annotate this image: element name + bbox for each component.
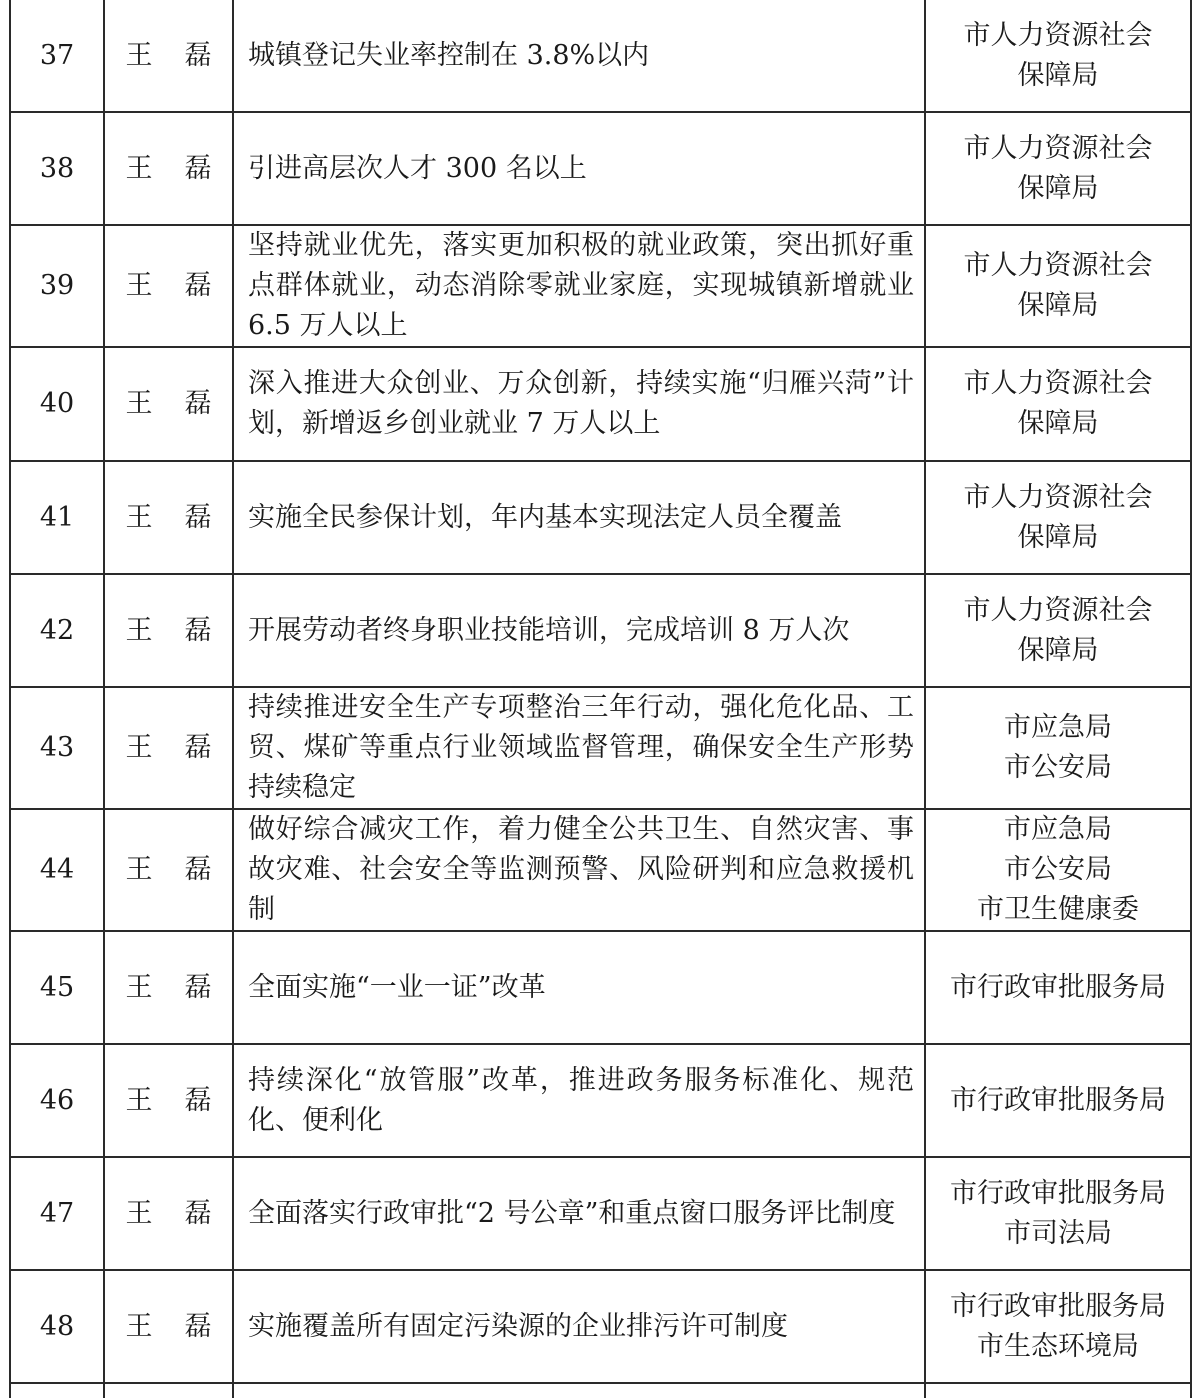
- department-name: 市人力资源社会: [963, 19, 1153, 51]
- person-given-name: 磊: [184, 971, 212, 1003]
- person-surname: 王: [125, 971, 153, 1003]
- responsible-departments: [925, 461, 1191, 574]
- task-description: 深入推进大众创业、万众创新，持续实施“归雁兴菏”计划，新增返乡创业就业 7 万人以上: [233, 347, 925, 461]
- task-description: 坚持就业优先，落实更加积极的就业政策，突出抓好重点群体就业，动态消除零就业家庭，实现城镇新增就业 6.5 万人以上: [233, 225, 925, 347]
- responsible-person: [104, 0, 233, 112]
- row-number: 42: [10, 574, 104, 687]
- department-name: 市公安局: [1004, 854, 1112, 885]
- person-given-name: 磊: [184, 39, 212, 71]
- row-number: 37: [10, 0, 104, 112]
- person-surname: 王: [125, 1310, 153, 1342]
- person-given-name: 磊: [184, 732, 212, 763]
- row-number: 39: [10, 225, 104, 347]
- department-name: 市应急局: [1004, 712, 1112, 743]
- responsible-departments: [925, 809, 1191, 931]
- department-name: 市人力资源社会: [963, 481, 1153, 513]
- person-given-name: 磊: [184, 388, 212, 419]
- row-number: 47: [10, 1157, 104, 1270]
- row-number: 44: [10, 809, 104, 931]
- person-given-name: 磊: [184, 1310, 212, 1342]
- person-surname: 王: [125, 854, 153, 885]
- responsible-departments: [925, 347, 1191, 461]
- department-name: 保障局: [1017, 521, 1099, 553]
- responsible-person: [104, 112, 233, 225]
- department-name: 市行政审批服务局: [950, 1290, 1166, 1322]
- responsible-person: [104, 461, 233, 574]
- responsible-departments: [925, 687, 1191, 809]
- responsible-departments: [925, 112, 1191, 225]
- responsible-person: [104, 347, 233, 461]
- table-row: [10, 347, 1191, 461]
- responsible-departments: [925, 1157, 1191, 1270]
- task-description: 做好综合减灾工作，着力健全公共卫生、自然灾害、事故灾难、社会安全等监测预警、风险研判和应急救援机制: [233, 809, 925, 931]
- person-surname: 王: [125, 501, 153, 533]
- row-number: 40: [10, 347, 104, 461]
- table-row-cutoff: [10, 1383, 1191, 1398]
- department-name: 市应急局: [1004, 814, 1112, 845]
- table-row: [10, 461, 1191, 574]
- table-row: [10, 574, 1191, 687]
- department-name: 保障局: [1017, 172, 1099, 204]
- table-row: [10, 112, 1191, 225]
- responsible-departments: [925, 931, 1191, 1044]
- task-description: 持续推进安全生产专项整治三年行动，强化危化品、工贸、煤矿等重点行业领域监督管理，确保安全生产形势持续稳定: [233, 687, 925, 809]
- responsible-departments: [925, 225, 1191, 347]
- task-description: 开展劳动者终身职业技能培训，完成培训 8 万人次: [233, 574, 925, 687]
- responsible-departments: [925, 1270, 1191, 1383]
- department-name: 保障局: [1017, 634, 1099, 666]
- task-description: 实施覆盖所有固定污染源的企业排污许可制度: [233, 1270, 925, 1383]
- department-name: 市行政审批服务局: [950, 1084, 1166, 1116]
- task-table: [9, 0, 1192, 1398]
- department-name: 市司法局: [1004, 1217, 1112, 1249]
- responsible-person: [104, 687, 233, 809]
- row-number: 38: [10, 112, 104, 225]
- department-name: 保障局: [1017, 59, 1099, 91]
- person-surname: 王: [125, 270, 153, 301]
- person-surname: 王: [125, 732, 153, 763]
- person-given-name: 磊: [184, 614, 212, 646]
- department-name: 保障局: [1017, 408, 1099, 439]
- responsible-departments: [925, 574, 1191, 687]
- table-row: [10, 687, 1191, 809]
- person-given-name: 磊: [184, 1197, 212, 1229]
- department-name: 市人力资源社会: [963, 368, 1153, 399]
- row-number: 46: [10, 1044, 104, 1157]
- task-description: 引进高层次人才 300 名以上: [233, 112, 925, 225]
- task-description: 全面实施“一业一证”改革: [233, 931, 925, 1044]
- person-surname: 王: [125, 1197, 153, 1229]
- responsible-person: [104, 1270, 233, 1383]
- person-surname: 王: [125, 1084, 153, 1116]
- department-name: 市行政审批服务局: [950, 971, 1166, 1003]
- responsible-departments: [925, 0, 1191, 112]
- department-name: 市生态环境局: [977, 1330, 1139, 1362]
- department-name: 市人力资源社会: [963, 250, 1153, 281]
- task-table-body: [10, 0, 1191, 1398]
- department-name: 保障局: [1017, 290, 1099, 321]
- person-surname: 王: [125, 39, 153, 71]
- department-name: 市公安局: [1004, 752, 1112, 783]
- table-row: [10, 1270, 1191, 1383]
- responsible-departments: [925, 1044, 1191, 1157]
- person-given-name: 磊: [184, 501, 212, 533]
- table-row: [10, 931, 1191, 1044]
- person-given-name: 磊: [184, 1084, 212, 1116]
- person-surname: 王: [125, 388, 153, 419]
- row-number: 43: [10, 687, 104, 809]
- task-description: 城镇登记失业率控制在 3.8%以内: [233, 0, 925, 112]
- task-description: 全面落实行政审批“2 号公章”和重点窗口服务评比制度: [233, 1157, 925, 1270]
- responsible-person: [104, 1157, 233, 1270]
- responsible-person: [104, 809, 233, 931]
- department-name: 市人力资源社会: [963, 594, 1153, 626]
- department-name: 市行政审批服务局: [950, 1177, 1166, 1209]
- row-number: 45: [10, 931, 104, 1044]
- table-row: [10, 0, 1191, 112]
- responsible-person: [104, 931, 233, 1044]
- row-number: 48: [10, 1270, 104, 1383]
- department-name: 市卫生健康委: [977, 894, 1139, 925]
- department-name: 市人力资源社会: [963, 132, 1153, 164]
- table-row: [10, 225, 1191, 347]
- responsible-person: [104, 574, 233, 687]
- row-number: 41: [10, 461, 104, 574]
- person-given-name: 磊: [184, 854, 212, 885]
- task-description: 实施全民参保计划，年内基本实现法定人员全覆盖: [233, 461, 925, 574]
- person-given-name: 磊: [184, 270, 212, 301]
- table-row: [10, 809, 1191, 931]
- table-row: [10, 1044, 1191, 1157]
- task-description: 持续深化“放管服”改革，推进政务服务标准化、规范化、便利化: [233, 1044, 925, 1157]
- responsible-person: [104, 1044, 233, 1157]
- table-row: [10, 1157, 1191, 1270]
- responsible-person: [104, 225, 233, 347]
- person-surname: 王: [125, 614, 153, 646]
- person-given-name: 磊: [184, 152, 212, 184]
- person-surname: 王: [125, 152, 153, 184]
